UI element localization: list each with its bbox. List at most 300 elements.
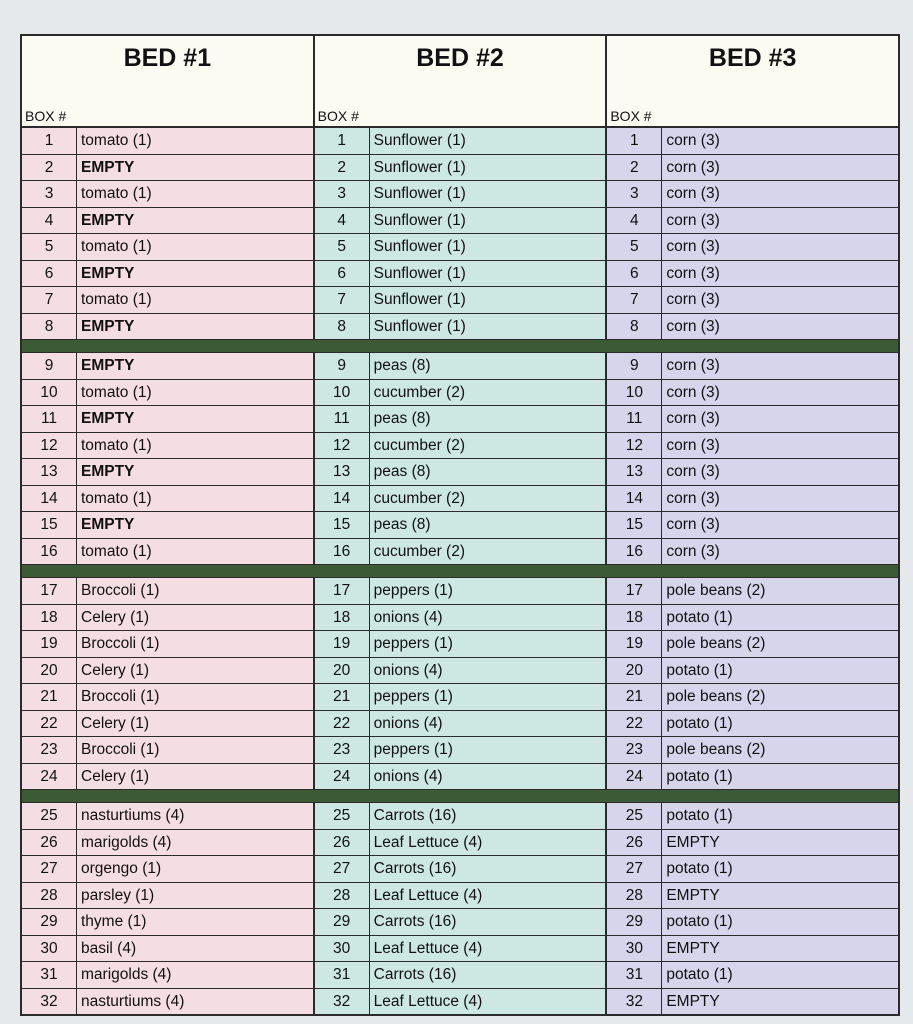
table-row [607, 631, 898, 658]
plant-cell: tomato (1) [81, 132, 152, 149]
table-row [607, 314, 898, 340]
bed-1-column [22, 578, 315, 789]
table-row [607, 512, 898, 539]
box-number: 7 [315, 287, 370, 313]
plant-cell: pole beans (2) [666, 635, 766, 652]
bed-2-box-label: BOX # [317, 108, 359, 124]
bed-3-column [607, 803, 898, 1014]
plant-cell: corn (3) [666, 264, 720, 282]
table-row [22, 539, 313, 565]
box-number: 10 [607, 380, 662, 406]
table-row [22, 711, 313, 738]
box-number: 31 [607, 962, 662, 988]
box-number: 30 [22, 936, 77, 962]
box-number: 9 [22, 353, 77, 379]
table-row [607, 909, 898, 936]
plant-cell: potato (1) [666, 966, 733, 983]
table-row [607, 856, 898, 883]
plant-cell: peas (8) [373, 516, 431, 533]
group-divider [22, 789, 898, 803]
table-row [315, 208, 606, 235]
table-row [22, 433, 313, 460]
plant-cell: Celery (1) [81, 767, 150, 785]
box-number: 1 [315, 128, 370, 154]
table-row [315, 962, 606, 989]
table-row [22, 936, 313, 963]
box-number: 2 [22, 155, 77, 181]
box-number: 25 [22, 803, 77, 829]
plant-cell: basil (4) [81, 939, 137, 957]
box-number: 31 [22, 962, 77, 988]
plant-cell: potato (1) [666, 714, 733, 732]
plant-cell: potato (1) [666, 767, 733, 785]
box-group-1 [22, 128, 898, 339]
box-number: 9 [315, 353, 370, 379]
box-number: 3 [315, 181, 370, 207]
box-number: 5 [607, 234, 662, 260]
table-row [22, 962, 313, 989]
box-number: 6 [315, 261, 370, 287]
plant-cell: EMPTY [81, 158, 135, 176]
table-row [22, 883, 313, 910]
plant-cell: corn (3) [666, 317, 720, 335]
box-number: 10 [22, 380, 77, 406]
table-row [315, 856, 606, 883]
table-row [22, 234, 313, 261]
box-number: 18 [607, 605, 662, 631]
bed-2-column [315, 128, 608, 339]
table-row [22, 128, 313, 155]
box-number: 12 [315, 433, 370, 459]
plant-cell: Leaf Lettuce (4) [373, 992, 483, 1010]
table-row [315, 155, 606, 182]
plant-cell: marigolds (4) [81, 833, 172, 851]
table-row [607, 380, 898, 407]
plant-cell: corn (3) [666, 489, 720, 507]
plant-cell: Sunflower (1) [373, 158, 466, 176]
table-row [22, 803, 313, 830]
plant-cell: corn (3) [666, 410, 720, 427]
box-number: 4 [607, 208, 662, 234]
plant-cell: cucumber (2) [373, 383, 465, 401]
plant-cell: corn (3) [666, 291, 720, 308]
plant-cell: peppers (1) [373, 635, 453, 652]
table-row [607, 830, 898, 857]
plant-cell: pole beans (2) [666, 688, 766, 705]
box-group-3 [22, 578, 898, 789]
bed-1-box-label: BOX # [25, 108, 67, 124]
table-row [315, 314, 606, 340]
table-row [607, 433, 898, 460]
table-row [315, 539, 606, 565]
table-row [22, 658, 313, 685]
box-number: 21 [315, 684, 370, 710]
plant-cell: Sunflower (1) [373, 317, 466, 335]
box-number: 5 [22, 234, 77, 260]
table-row [315, 486, 606, 513]
box-number: 30 [315, 936, 370, 962]
table-row [607, 208, 898, 235]
table-row [607, 155, 898, 182]
table-row [607, 883, 898, 910]
plant-cell: EMPTY [81, 264, 135, 282]
box-number: 23 [315, 737, 370, 763]
table-row [607, 578, 898, 605]
plant-cell: thyme (1) [81, 913, 147, 930]
box-number: 12 [607, 433, 662, 459]
box-number: 28 [315, 883, 370, 909]
box-number: 32 [607, 989, 662, 1015]
plant-cell: Carrots (16) [373, 860, 457, 877]
box-number: 20 [315, 658, 370, 684]
plant-cell: Celery (1) [81, 714, 150, 732]
plant-cell: Sunflower (1) [373, 132, 466, 149]
table-row [22, 631, 313, 658]
box-number: 25 [315, 803, 370, 829]
table-row [315, 989, 606, 1015]
box-number: 10 [315, 380, 370, 406]
plant-cell: corn (3) [666, 132, 720, 149]
plant-cell: Celery (1) [81, 661, 150, 679]
box-number: 20 [22, 658, 77, 684]
box-number: 4 [22, 208, 77, 234]
box-number: 18 [22, 605, 77, 631]
table-row [22, 155, 313, 182]
bed-3-column [607, 353, 898, 564]
bed-3-box-label: BOX # [610, 108, 652, 124]
plant-cell: Broccoli (1) [81, 582, 160, 599]
plant-cell: onions (4) [373, 661, 443, 679]
bed-3-column [607, 578, 898, 789]
box-number: 21 [607, 684, 662, 710]
box-number: 1 [22, 128, 77, 154]
plant-cell: Sunflower (1) [373, 238, 466, 255]
plant-cell: EMPTY [666, 833, 720, 851]
bed-2-header [315, 36, 608, 126]
plant-cell: corn (3) [666, 436, 720, 454]
box-number: 11 [22, 406, 77, 432]
plant-cell: Carrots (16) [373, 966, 457, 983]
plant-cell: cucumber (2) [373, 436, 465, 454]
box-number: 9 [607, 353, 662, 379]
plant-cell: nasturtiums (4) [81, 807, 185, 824]
box-number: 12 [22, 433, 77, 459]
plant-cell: peppers (1) [373, 741, 453, 758]
plant-cell: nasturtiums (4) [81, 992, 185, 1010]
plant-cell: corn (3) [666, 463, 720, 480]
table-row [22, 459, 313, 486]
table-row [315, 406, 606, 433]
plant-cell: EMPTY [81, 357, 135, 374]
plant-cell: tomato (1) [81, 436, 152, 454]
table-row [22, 684, 313, 711]
plant-cell: Leaf Lettuce (4) [373, 939, 483, 957]
table-row [22, 287, 313, 314]
plant-cell: marigolds (4) [81, 966, 172, 983]
box-number: 26 [315, 830, 370, 856]
plant-cell: EMPTY [666, 992, 720, 1010]
plant-cell: EMPTY [666, 939, 720, 957]
table-row [607, 287, 898, 314]
plant-cell: Sunflower (1) [373, 185, 466, 202]
table-row [315, 459, 606, 486]
plant-cell: onions (4) [373, 608, 443, 626]
plant-cell: corn (3) [666, 211, 720, 229]
box-number: 27 [22, 856, 77, 882]
plant-cell: peppers (1) [373, 688, 453, 705]
table-row [607, 605, 898, 632]
bed-1-header [22, 36, 315, 126]
table-row [607, 764, 898, 790]
box-number: 8 [22, 314, 77, 340]
box-number: 14 [22, 486, 77, 512]
group-divider [22, 339, 898, 353]
table-row [22, 181, 313, 208]
box-number: 22 [315, 711, 370, 737]
table-row [607, 962, 898, 989]
table-row [315, 261, 606, 288]
box-number: 15 [22, 512, 77, 538]
plant-cell: pole beans (2) [666, 582, 766, 599]
box-number: 11 [607, 406, 662, 432]
box-number: 24 [607, 764, 662, 790]
plant-cell: peppers (1) [373, 582, 453, 599]
box-number: 17 [315, 578, 370, 604]
bed-1-column [22, 353, 315, 564]
table-row [315, 578, 606, 605]
plan-body [22, 128, 898, 1014]
box-number: 6 [607, 261, 662, 287]
bed-1-title: BED #1 [123, 44, 212, 72]
box-number: 14 [607, 486, 662, 512]
bed-3-title: BED #3 [708, 44, 797, 72]
bed-3-header [607, 36, 898, 126]
bed-2-column [315, 803, 608, 1014]
table-row [607, 261, 898, 288]
box-number: 25 [607, 803, 662, 829]
table-row [315, 380, 606, 407]
plant-cell: cucumber (2) [373, 542, 465, 560]
plant-cell: potato (1) [666, 608, 733, 626]
table-row [22, 605, 313, 632]
plant-cell: tomato (1) [81, 291, 152, 308]
box-number: 15 [607, 512, 662, 538]
plant-cell: onions (4) [373, 767, 443, 785]
box-number: 4 [315, 208, 370, 234]
plant-cell: corn (3) [666, 238, 720, 255]
box-number: 23 [607, 737, 662, 763]
table-row [22, 486, 313, 513]
box-number: 23 [22, 737, 77, 763]
box-number: 27 [315, 856, 370, 882]
box-number: 3 [22, 181, 77, 207]
box-number: 19 [315, 631, 370, 657]
box-number: 16 [22, 539, 77, 565]
plant-cell: parsley (1) [81, 886, 155, 904]
box-number: 28 [22, 883, 77, 909]
plant-cell: potato (1) [666, 913, 733, 930]
box-number: 17 [607, 578, 662, 604]
table-row [607, 684, 898, 711]
table-row [607, 406, 898, 433]
plant-cell: cucumber (2) [373, 489, 465, 507]
table-row [607, 711, 898, 738]
plant-cell: EMPTY [81, 410, 135, 427]
table-row [315, 353, 606, 380]
box-number: 24 [22, 764, 77, 790]
table-row [607, 936, 898, 963]
plant-cell: corn (3) [666, 542, 720, 560]
bed-2-column [315, 578, 608, 789]
plant-cell: Leaf Lettuce (4) [373, 886, 483, 904]
box-number: 28 [607, 883, 662, 909]
box-number: 13 [315, 459, 370, 485]
plant-cell: EMPTY [81, 317, 135, 335]
plant-cell: orgengo (1) [81, 860, 162, 877]
box-number: 32 [315, 989, 370, 1015]
box-number: 1 [607, 128, 662, 154]
table-row [607, 803, 898, 830]
box-number: 14 [315, 486, 370, 512]
table-row [315, 433, 606, 460]
box-number: 11 [315, 406, 370, 432]
plant-cell: Celery (1) [81, 608, 150, 626]
plant-cell: Carrots (16) [373, 913, 457, 930]
table-row [22, 856, 313, 883]
box-number: 16 [315, 539, 370, 565]
garden-plan-sheet [20, 34, 900, 1016]
box-number: 26 [22, 830, 77, 856]
table-row [607, 989, 898, 1015]
bed-2-title: BED #2 [416, 44, 504, 72]
box-number: 7 [607, 287, 662, 313]
plant-cell: EMPTY [81, 516, 135, 533]
plant-cell: EMPTY [666, 886, 720, 904]
box-number: 19 [22, 631, 77, 657]
bed-3-column [607, 128, 898, 339]
group-divider [22, 564, 898, 578]
table-row [22, 261, 313, 288]
box-number: 29 [315, 909, 370, 935]
bed-2-column [315, 353, 608, 564]
table-row [607, 128, 898, 155]
box-number: 13 [22, 459, 77, 485]
table-row [315, 830, 606, 857]
box-number: 13 [607, 459, 662, 485]
table-row [22, 314, 313, 340]
plant-cell: peas (8) [373, 357, 431, 374]
table-row [315, 287, 606, 314]
plant-cell: Sunflower (1) [373, 264, 466, 282]
box-number: 3 [607, 181, 662, 207]
table-row [607, 181, 898, 208]
table-row [315, 234, 606, 261]
box-number: 6 [22, 261, 77, 287]
plant-cell: onions (4) [373, 714, 443, 732]
box-number: 27 [607, 856, 662, 882]
plant-cell: tomato (1) [81, 383, 152, 401]
plant-cell: corn (3) [666, 516, 720, 533]
box-number: 21 [22, 684, 77, 710]
box-number: 29 [22, 909, 77, 935]
plant-cell: Broccoli (1) [81, 688, 160, 705]
box-number: 31 [315, 962, 370, 988]
box-number: 19 [607, 631, 662, 657]
plant-cell: corn (3) [666, 383, 720, 401]
table-row [22, 737, 313, 764]
table-row [22, 208, 313, 235]
plant-cell: peas (8) [373, 463, 431, 480]
table-row [607, 737, 898, 764]
bed-1-column [22, 128, 315, 339]
plant-cell: Carrots (16) [373, 807, 457, 824]
box-group-4 [22, 803, 898, 1014]
table-row [22, 380, 313, 407]
table-row [607, 353, 898, 380]
box-number: 2 [607, 155, 662, 181]
plant-cell: corn (3) [666, 357, 720, 374]
plant-cell: Leaf Lettuce (4) [373, 833, 483, 851]
plant-cell: EMPTY [81, 211, 135, 229]
box-number: 29 [607, 909, 662, 935]
box-number: 32 [22, 989, 77, 1015]
table-row [22, 406, 313, 433]
plant-cell: corn (3) [666, 158, 720, 176]
plant-cell: tomato (1) [81, 185, 152, 202]
box-number: 8 [607, 314, 662, 340]
table-row [315, 883, 606, 910]
table-row [607, 539, 898, 565]
box-number: 5 [315, 234, 370, 260]
table-row [22, 830, 313, 857]
box-number: 16 [607, 539, 662, 565]
table-row [315, 764, 606, 790]
table-row [315, 605, 606, 632]
box-number: 20 [607, 658, 662, 684]
plant-cell: Sunflower (1) [373, 291, 466, 308]
table-row [315, 684, 606, 711]
box-number: 8 [315, 314, 370, 340]
plant-cell: potato (1) [666, 807, 733, 824]
table-row [315, 631, 606, 658]
plant-cell: potato (1) [666, 860, 733, 877]
box-number: 17 [22, 578, 77, 604]
table-row [315, 128, 606, 155]
table-row [22, 989, 313, 1015]
table-row [315, 803, 606, 830]
table-row [315, 711, 606, 738]
table-row [22, 764, 313, 790]
box-number: 22 [22, 711, 77, 737]
box-number: 2 [315, 155, 370, 181]
table-row [607, 486, 898, 513]
plant-cell: corn (3) [666, 185, 720, 202]
table-row [607, 234, 898, 261]
table-row [607, 658, 898, 685]
table-row [22, 353, 313, 380]
box-number: 18 [315, 605, 370, 631]
table-row [315, 658, 606, 685]
table-row [315, 737, 606, 764]
plant-cell: EMPTY [81, 463, 135, 480]
table-row [315, 936, 606, 963]
table-row [22, 578, 313, 605]
table-row [22, 909, 313, 936]
header-row [22, 36, 898, 128]
plant-cell: Sunflower (1) [373, 211, 466, 229]
plant-cell: tomato (1) [81, 489, 152, 507]
plant-cell: peas (8) [373, 410, 431, 427]
